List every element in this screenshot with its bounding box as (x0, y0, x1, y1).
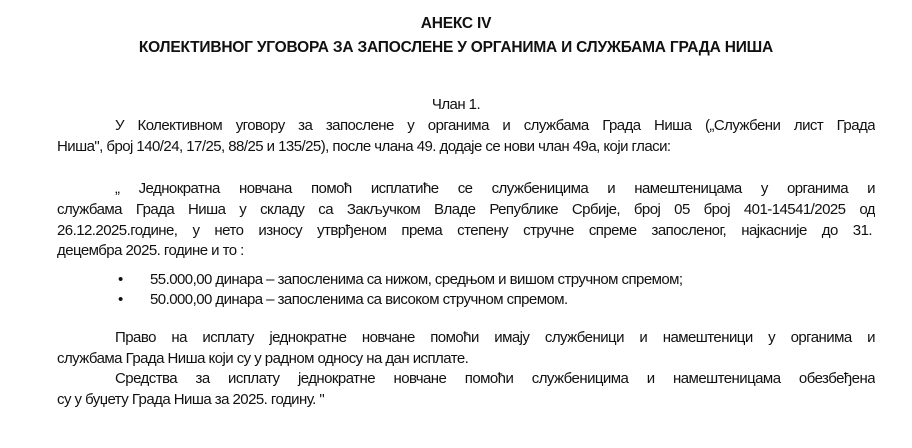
annex-title: АНЕКС IV (420, 15, 492, 32)
annex-subtitle: КОЛЕКТИВНОГ УГОВОРА ЗА ЗАПОСЛЕНЕ У ОРГАНИМА И СЛУЖБАМА ГРАДА НИША (138, 39, 774, 56)
quote-line: децембра 2025. године и то : (57, 242, 244, 259)
article-heading: Члан 1. (431, 96, 481, 113)
closing-line: службама Града Ниша који су у радном односу на дан исплате. (57, 350, 469, 367)
quote-line: службама Града Ниша у складу са Закључком Владе Републике Србије, број 05 број 401-14541/2025 од (57, 201, 875, 218)
quote-line: 26.12.2025.године, у нето износу утврђеном према степену стручне спреме запосленог, најкасније до 31. (57, 222, 872, 239)
bullet-icon: • (118, 291, 124, 308)
bullet-icon: • (118, 271, 124, 288)
bullet-item: 50.000,00 динара – запосленима са високом стручном спремом. (150, 291, 568, 308)
closing-line: Право на исплату једнократне новчане помоћи имају службеници и намештеници у органима и (115, 329, 875, 346)
closing-line: су у буџету Града Ниша за 2025. годину. " (57, 391, 325, 408)
closing-line: Средства за исплату једнократне новчане помоћи службеницима и намештеницама обезбеђена (115, 370, 875, 387)
quote-line: „ Једнократна новчана помоћ исплатиће се службеницима и намештеницама у органима и (115, 180, 875, 197)
bullet-item: 55.000,00 динара – запосленима са нижом, средњом и вишом стручном спремом; (150, 271, 683, 288)
intro-line: Ниша", број 140/24, 17/25, 88/25 и 135/25), после члана 49. додаје се нови члан 49а, који гласи: (57, 138, 671, 155)
intro-line: У Колективном уговору за запослене у органима и службама Града Ниша („Службени лист Града (115, 117, 875, 134)
